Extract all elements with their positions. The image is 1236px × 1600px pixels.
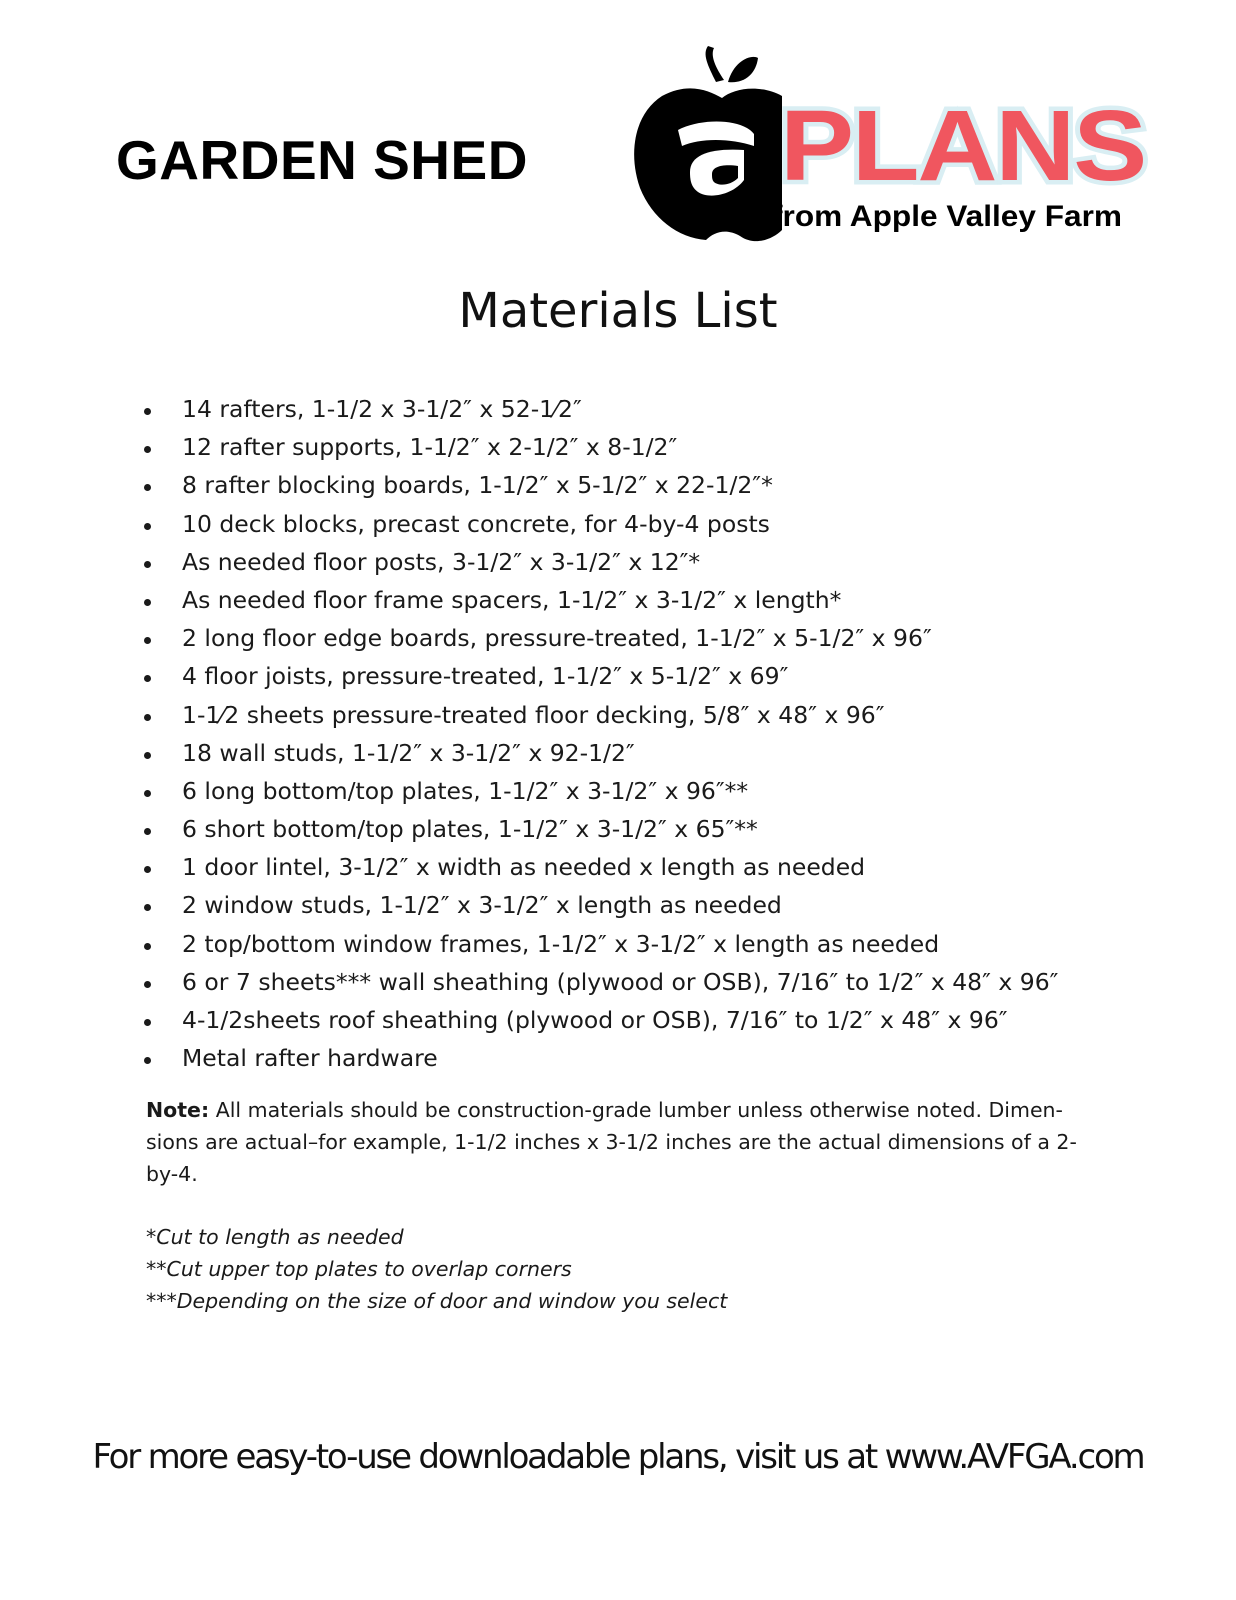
list-item: As needed floor posts, 3-1/2″ x 3-1/2″ x 12″* (142, 543, 1058, 581)
list-item: 1 door lintel, 3-1/2″ x width as needed x length as needed (142, 848, 1058, 886)
document-title: GARDEN SHED (116, 129, 528, 191)
list-item: 18 wall studs, 1-1/2″ x 3-1/2″ x 92-1/2″ (142, 734, 1058, 772)
list-item: 6 short bottom/top plates, 1-1/2″ x 3-1/2″ x 65″** (142, 810, 1058, 848)
note-text: All materials should be construction-grade lumber unless otherwise noted. Dimen-sions are actual–for example, 1-1/2 inches x 3-1/2 inches are the actual dimensions of a 2-by-4. (146, 1098, 1077, 1186)
apple-valley-plans-logo (630, 40, 1160, 250)
list-item: As needed floor frame spacers, 1-1/2″ x 3-1/2″ x length* (142, 581, 1058, 619)
apple-stem (706, 46, 724, 82)
footer-text: For more easy-to-use downloadable plans, visit us at www.AVFGA.com (92, 1437, 1144, 1477)
logo-tagline: from Apple Valley Farm (772, 200, 1122, 233)
list-item: 4-1/2sheets roof sheathing (plywood or OSB), 7/16″ to 1/2″ x 48″ x 96″ (142, 1001, 1058, 1039)
footnote: *Cut to length as needed (146, 1225, 404, 1249)
list-item: 6 long bottom/top plates, 1-1/2″ x 3-1/2″ x 96″** (142, 772, 1058, 810)
note-paragraph (146, 1094, 1096, 1190)
list-item: 4 floor joists, pressure-treated, 1-1/2″ x 5-1/2″ x 69″ (142, 657, 1058, 695)
logo-plans-word: PLANS (780, 90, 1145, 202)
materials-list-heading: Materials List (458, 283, 778, 339)
list-item: 10 deck blocks, precast concrete, for 4-by-4 posts (142, 505, 1058, 543)
note-label: Note: (146, 1098, 210, 1122)
footnote: **Cut upper top plates to overlap corners (146, 1257, 572, 1281)
list-item: 2 long floor edge boards, pressure-treated, 1-1/2″ x 5-1/2″ x 96″ (142, 619, 1058, 657)
list-item: 2 window studs, 1-1/2″ x 3-1/2″ x length as needed (142, 886, 1058, 924)
list-item: 8 rafter blocking boards, 1-1/2″ x 5-1/2″ x 22-1/2″* (142, 466, 1058, 504)
list-item: 14 rafters, 1-1/2 x 3-1/2″ x 52-1⁄2″ (142, 390, 1058, 428)
list-item: 1-1⁄2 sheets pressure-treated floor decking, 5/8″ x 48″ x 96″ (142, 696, 1058, 734)
apple-leaf (728, 57, 758, 82)
list-item: 2 top/bottom window frames, 1-1/2″ x 3-1/2″ x length as needed (142, 925, 1058, 963)
list-item: Metal rafter hardware (142, 1039, 1058, 1077)
footnotes (146, 1221, 727, 1317)
list-item: 6 or 7 sheets*** wall sheathing (plywood or OSB), 7/16″ to 1/2″ x 48″ x 96″ (142, 963, 1058, 1001)
materials-list (142, 390, 1058, 1077)
footnote: ***Depending on the size of door and window you select (146, 1289, 728, 1313)
list-item: 12 rafter supports, 1-1/2″ x 2-1/2″ x 8-1/2″ (142, 428, 1058, 466)
